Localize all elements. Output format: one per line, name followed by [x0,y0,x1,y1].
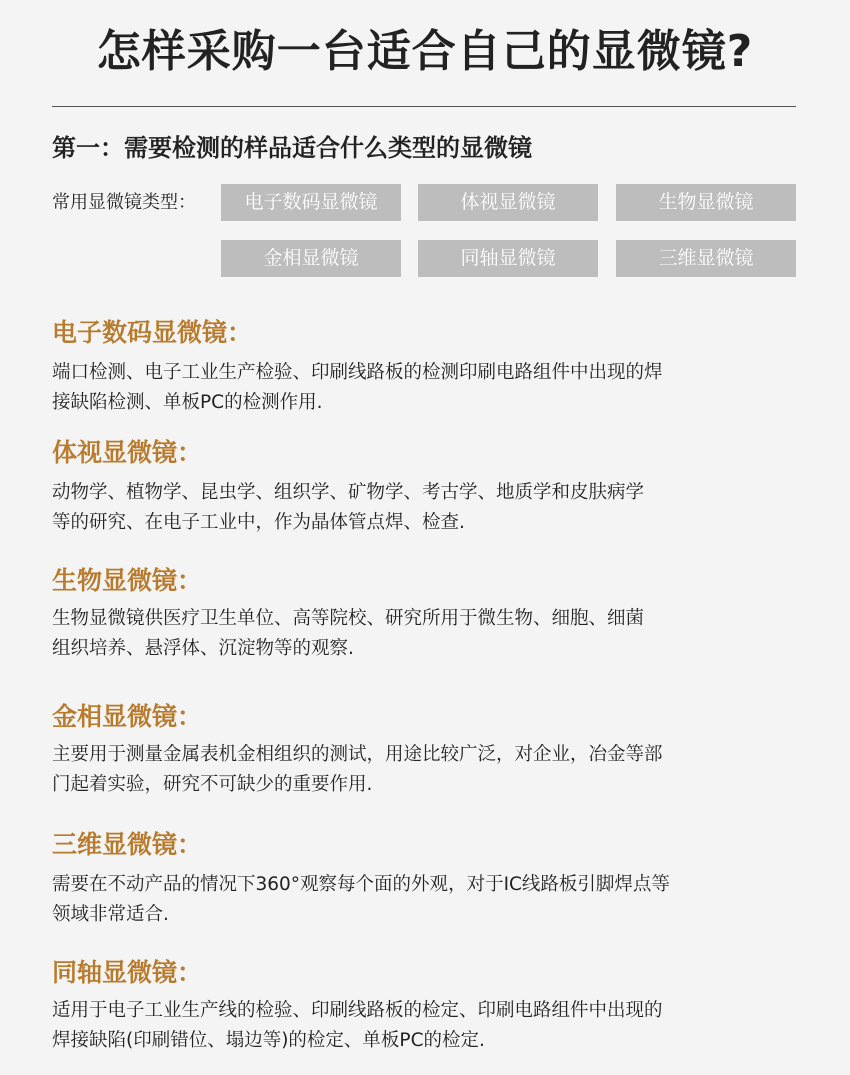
category-body-line: 需要在不动产品的情况下360°观察每个面的外观，对于IC线路板引脚焊点等 [52,874,670,895]
chip-metallurgical-microscope: 金相显微镜 [221,240,401,277]
category-heading-metallurgical: 金相显微镜： [52,702,203,731]
category-body-line: 接缺陷检测、单板PC的检测作用. [52,392,323,413]
category-heading-digital: 电子数码显微镜： [52,318,253,347]
page-title: 怎样采购一台适合自己的显微镜? [96,26,754,77]
category-body-line: 主要用于测量金属表机金相组织的测试，用途比较广泛，对企业，冶金等部 [52,744,663,765]
category-body-metallurgical [52,740,802,800]
category-body-line: 生物显微镜供医疗卫生单位、高等院校、研究所用于微生物、细胞、细菌 [52,608,645,629]
category-body-line: 端口检测、电子工业生产检验、印刷线路板的检测印刷电路组件中出现的焊 [52,362,663,383]
category-body-line: 等的研究、在电子工业中，作为晶体管点焊、检查. [52,512,465,533]
category-body-3d [52,870,802,930]
category-body-biological [52,604,802,664]
category-body-line: 门起着实验，研究不可缺少的重要作用. [52,774,373,795]
category-body-line: 适用于电子工业生产线的检验、印刷线路板的检定、印刷电路组件中出现的 [52,1000,663,1021]
types-label: 常用显微镜类型： [52,192,196,213]
category-body-line: 焊接缺陷(印刷错位、塌边等)的检定、单板PC的检定. [52,1030,485,1051]
category-body-stereo [52,478,802,538]
chip-biological-microscope: 生物显微镜 [616,184,796,221]
section-heading: 第一：需要检测的样品适合什么类型的显微镜 [52,134,532,162]
category-body-digital [52,358,802,418]
category-body-coaxial [52,996,802,1056]
category-heading-coaxial: 同轴显微镜： [52,958,203,987]
category-heading-biological: 生物显微镜： [52,566,203,595]
category-body-line: 领域非常适合. [52,904,169,925]
title-divider [52,106,796,107]
category-body-line: 动物学、植物学、昆虫学、组织学、矿物学、考古学、地质学和皮肤病学 [52,482,645,503]
chip-3d-microscope: 三维显微镜 [616,240,796,277]
category-heading-3d: 三维显微镜： [52,830,203,859]
category-heading-stereo: 体视显微镜： [52,438,203,467]
chip-coaxial-microscope: 同轴显微镜 [418,240,598,277]
chip-stereo-microscope: 体视显微镜 [418,184,598,221]
category-body-line: 组织培养、悬浮体、沉淀物等的观察. [52,638,354,659]
chip-digital-microscope: 电子数码显微镜 [221,184,401,221]
